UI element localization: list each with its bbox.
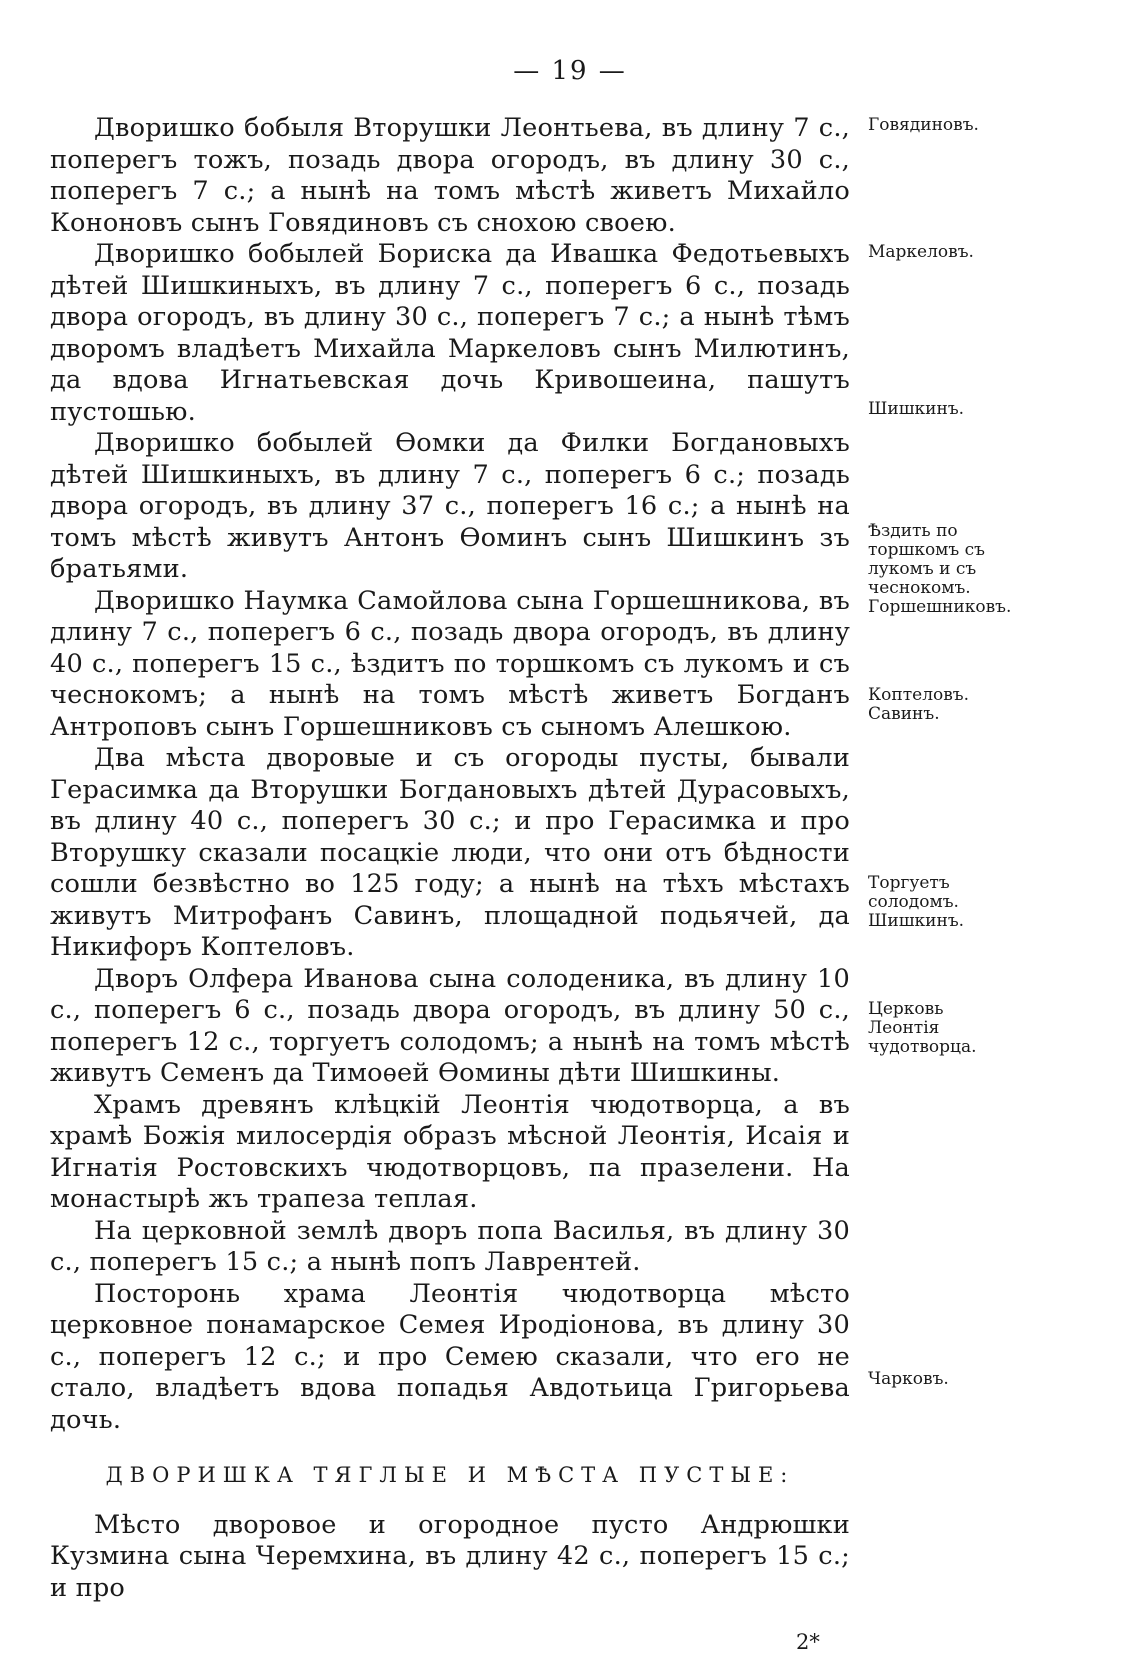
margin-note-shishkin-1: Шишкинъ. xyxy=(868,399,965,419)
paragraph-9: Посторонь храма Леонтія чюдотворца мѣсто церковное понамарское Семея Иродіонова, въ длину 30 с., поперегъ 12 с.; и про Семею сказали, что его не стало, владѣетъ вдова попадья Авдотьица Григорьева дочь. xyxy=(50,1278,850,1435)
margin-note-koptelov: Коптеловъ. Савинъ. xyxy=(868,685,970,724)
main-text xyxy=(50,113,850,1604)
paragraph-2: Дворишко бобылей Бориска да Ивашка Федотьевыхъ дѣтей Шишкиныхъ, въ длину 7 с., поперегъ 6 с., позадь двора огородъ, въ длину 30 с., поперегъ 7 с.; а нынѣ тѣмъ дворомъ владѣетъ Михайла Маркеловъ сынъ Милютинъ, да вдова Игнатьевская дочь Кривошеина, пашутъ пустошью. xyxy=(50,239,850,427)
paragraph-5: Два мѣста дворовые и съ огороды пусты, бывали Герасимка да Вторушки Богдановыхъ дѣтей Дурасовыхъ, въ длину 40 с., поперегъ 30 с.; и про Герасимка и про Вторушку сказали посацкіе люди, что они отъ бѣдности сошли безвѣстно во 125 году; а нынѣ на тѣхъ мѣстахъ живутъ Митрофанъ Савинъ, площадной подьячей, да Никифоръ Коптеловъ. xyxy=(50,743,850,962)
margin-note-shishkin-2: Торгуетъ солодомъ. Шишкинъ. xyxy=(868,873,965,931)
margin-note-govyadinov: Говядиновъ. xyxy=(868,115,979,135)
paragraph-8: На церковной землѣ дворъ попа Василья, въ длину 30 с., поперегъ 15 с.; а нынѣ попъ Лаврентей. xyxy=(50,1215,850,1277)
margin-note-charkov: Чарковъ. xyxy=(868,1369,949,1389)
margin-note-markelov: Маркеловъ. xyxy=(868,242,974,262)
margin-note-gorsheshnikov: Ѣздить по торшкомъ съ лукомъ и съ чеснокомъ. Горшешниковъ. xyxy=(868,521,1012,617)
paragraph-1: Дворишко бобыля Вторушки Леонтьева, въ длину 7 с., поперегъ тожъ, позадь двора огородъ, въ длину 30 с., поперегъ 7 с.; а нынѣ на томъ мѣстѣ живетъ Михайло Кононовъ сынъ Говядиновъ съ снохою своею. xyxy=(50,113,850,238)
paragraph-7: Храмъ древянъ клѣцкій Леонтія чюдотворца, а въ храмѣ Божія милосердія образъ мѣсной Леонтія, Исаія и Игнатія Ростовскихъ чюдотворцовъ, па празелени. На монастырѣ жъ трапеза теплая. xyxy=(50,1089,850,1214)
paragraph-4: Дворишко Наумка Самойлова сына Горшешникова, въ длину 7 с., поперегъ 6 с., позадь двора огородъ, въ длину 40 с., поперегъ 15 с., ѣздитъ по торшкомъ съ лукомъ и съ чеснокомъ; а нынѣ на томъ мѣстѣ живетъ Богданъ Антроповъ сынъ Горшешниковъ съ сыномъ Алешкою. xyxy=(50,585,850,742)
page-number: — 19 — xyxy=(513,56,627,86)
paragraph-final: Мѣсто дворовое и огородное пусто Андрюшки Кузмина сына Черемхина, въ длину 42 с., поперегъ 15 с.; и про xyxy=(50,1509,850,1603)
signature-mark: 2* xyxy=(796,1630,820,1654)
paragraph-3: Дворишко бобылей Ѳомки да Филки Богдановыхъ дѣтей Шишкиныхъ, въ длину 7 с., поперегъ 6 с.; позадь двора огородъ, въ длину 37 с., поперегъ 16 с.; а нынѣ на томъ мѣстѣ живутъ Антонъ Ѳоминъ сынъ Шишкинъ зъ братьями. xyxy=(50,428,850,584)
section-heading: ДВОРИШКА ТЯГЛЫЕ И МѢСТА ПУСТЫЕ: xyxy=(105,1463,795,1487)
paragraph-6: Дворъ Олфера Иванова сына солоденика, въ длину 10 с., поперегъ 6 с., позадь двора огородъ, въ длину 50 с., поперегъ 12 с., торгуетъ солодомъ; а нынѣ на томъ мѣстѣ живутъ Семенъ да Тимоѳей Ѳомины дѣти Шишкины. xyxy=(50,963,850,1088)
margin-note-church: Церковь Леонтія чудотворца. xyxy=(868,999,977,1057)
